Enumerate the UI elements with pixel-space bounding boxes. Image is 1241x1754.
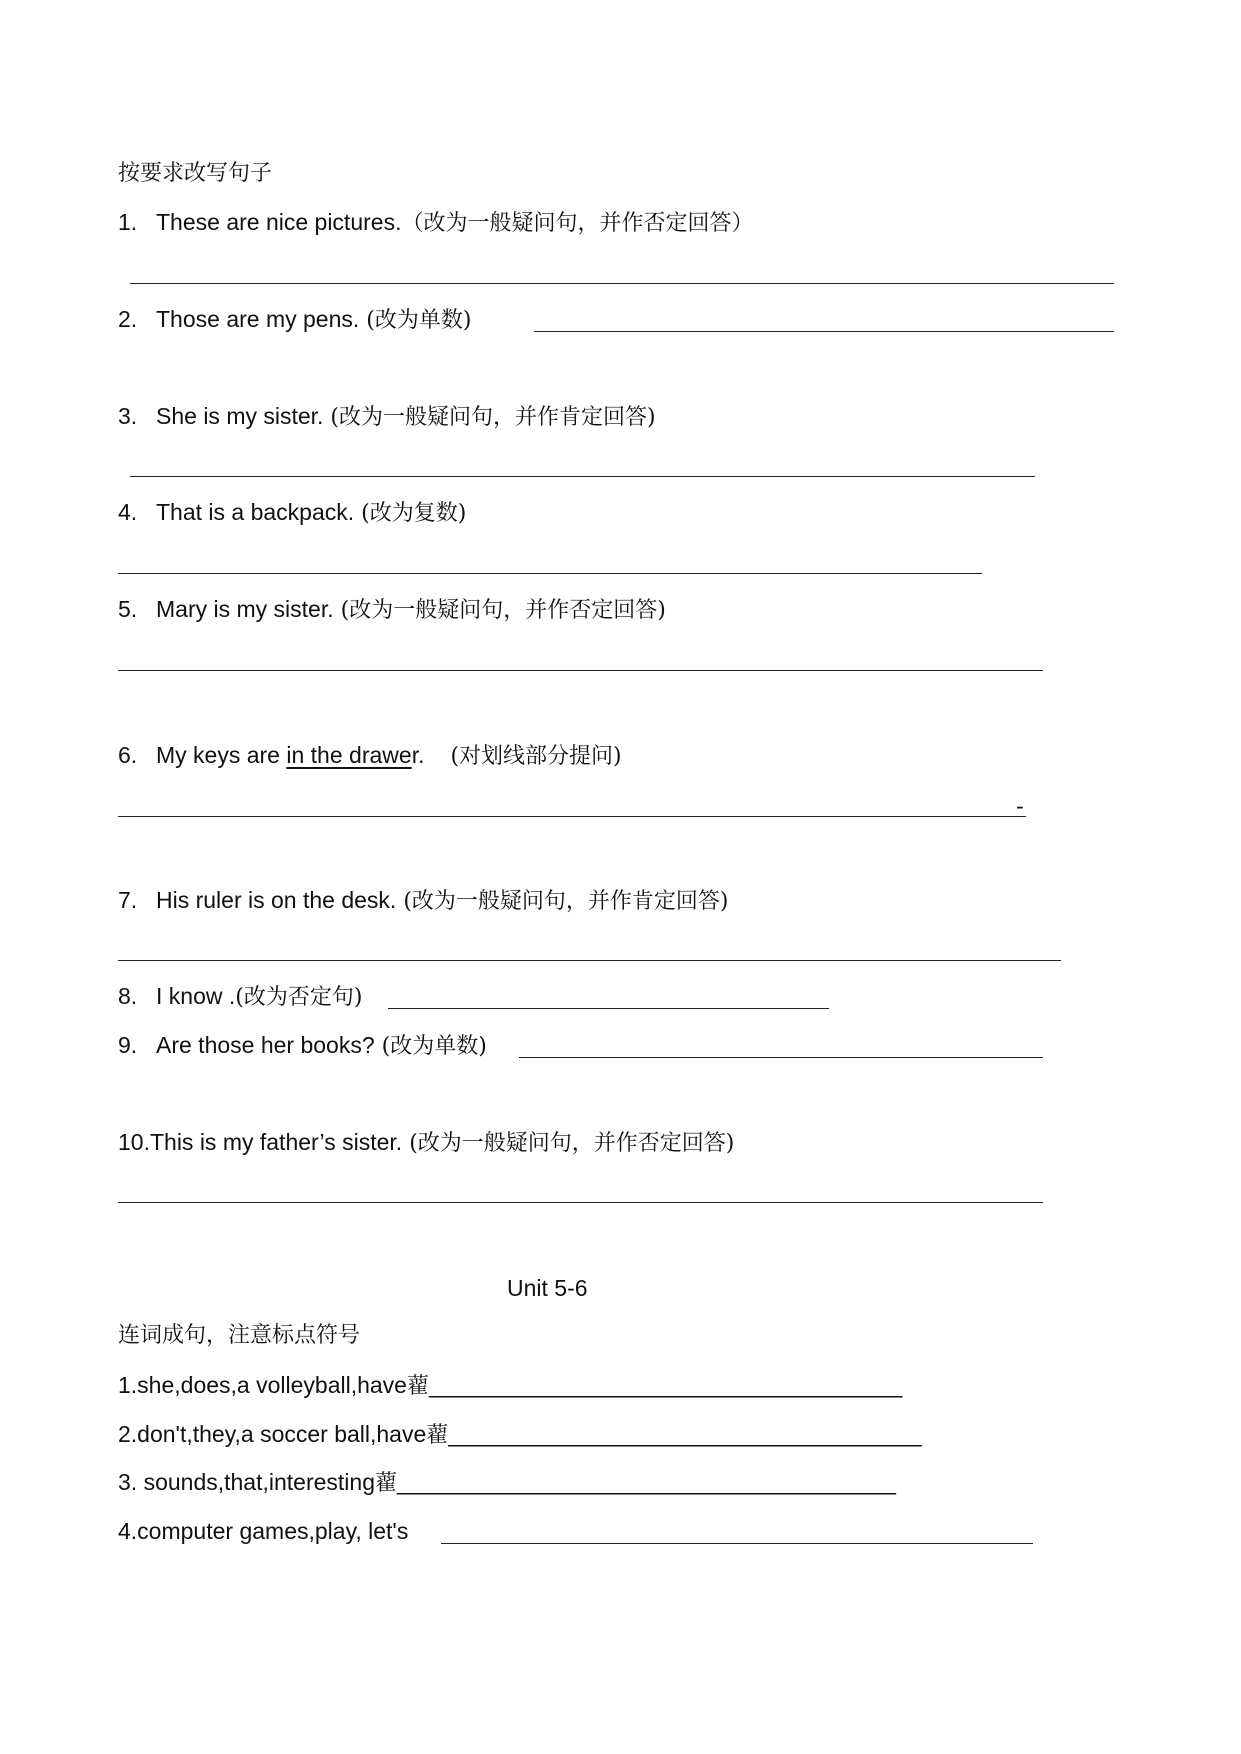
exercise-item-9 <box>118 1031 487 1061</box>
item-instruction: (改为一般疑问句，并作肯定回答) <box>396 889 729 914</box>
item-number: 7. <box>118 887 138 913</box>
exercise-item-10 <box>118 1128 734 1158</box>
answer-line-scramble-4[interactable] <box>441 1543 1033 1544</box>
unit-heading: Unit 5-6 <box>507 1275 588 1301</box>
answer-line-1[interactable] <box>130 283 1114 284</box>
item-instruction: (改为单数) <box>359 308 472 333</box>
scramble-item-3 <box>118 1468 896 1498</box>
exercise-item-2 <box>118 305 471 335</box>
answer-blank[interactable]: _____________________________________ <box>429 1372 903 1398</box>
item-number: 1. <box>118 209 138 235</box>
exercise-item-7 <box>118 886 729 916</box>
scramble-words: 3. sounds,that,interesting <box>118 1469 375 1495</box>
item-number: 9. <box>118 1032 138 1058</box>
answer-line-2[interactable] <box>534 331 1114 332</box>
exercise-item-6 <box>118 741 622 771</box>
item-sentence: She is my sister. <box>156 403 324 429</box>
item-sentence-pre: My keys are <box>156 742 287 768</box>
item-sentence: Those are my pens. <box>156 306 360 332</box>
item-number: 5. <box>118 596 138 622</box>
answer-line-8[interactable] <box>388 1008 829 1009</box>
answer-line-6[interactable] <box>118 816 1026 817</box>
item-sentence: This is my father’s sister. <box>149 1129 403 1155</box>
exercise-item-5 <box>118 595 666 625</box>
item-instruction: (改为一般疑问句，并作肯定回答) <box>323 405 656 430</box>
answer-blank[interactable]: _______________________________________ <box>397 1469 896 1495</box>
exercise-item-1 <box>118 208 753 238</box>
item-sentence: These are nice pictures. <box>156 209 402 235</box>
stray-glyph: 藋 <box>426 1423 449 1448</box>
scramble-item-4 <box>118 1517 408 1545</box>
exercise-item-3 <box>118 402 656 432</box>
scramble-words: 4.computer games,play, let's <box>118 1518 409 1544</box>
underlined-phrase: in the drawe <box>286 742 412 768</box>
item-sentence: His ruler is on the desk. <box>156 887 397 913</box>
answer-line-9[interactable] <box>519 1057 1043 1058</box>
item-number: 8. <box>118 983 138 1009</box>
item-sentence: That is a backpack. <box>156 499 355 525</box>
answer-line-3[interactable] <box>130 476 1035 477</box>
item-number: 2. <box>118 306 138 332</box>
item-sentence: Mary is my sister. <box>156 596 334 622</box>
item-number: 6. <box>118 742 138 768</box>
scramble-item-2 <box>118 1420 922 1450</box>
scramble-item-1 <box>118 1371 902 1401</box>
trailing-dash: - <box>1016 793 1024 819</box>
scramble-words: 1.she,does,a volleyball,have <box>118 1372 407 1398</box>
item-instruction: (改为单数) <box>374 1034 487 1059</box>
item-sentence: I know . <box>156 983 236 1009</box>
item-instruction: (改为一般疑问句，并作否定回答) <box>333 598 666 623</box>
item-sentence-post: r. <box>411 742 425 768</box>
answer-line-5[interactable] <box>118 670 1043 671</box>
item-sentence: Are those her books? <box>156 1032 375 1058</box>
scramble-words: 2.don't,they,a soccer ball,have <box>118 1421 427 1447</box>
stray-glyph: 藋 <box>375 1471 398 1496</box>
answer-line-10[interactable] <box>118 1202 1043 1203</box>
item-instruction: (改为否定句) <box>235 985 363 1010</box>
stray-glyph: 藋 <box>406 1374 429 1399</box>
answer-line-7[interactable] <box>118 960 1061 961</box>
exercise-item-8 <box>118 982 362 1012</box>
item-instruction: (改为复数) <box>354 501 467 526</box>
item-number: 3. <box>118 403 138 429</box>
item-instruction: （改为一般疑问句，并作否定回答） <box>401 211 754 236</box>
section-subtitle: 连词成句，注意标点符号 <box>118 1323 361 1348</box>
answer-line-4[interactable] <box>118 573 982 574</box>
answer-blank[interactable]: _____________________________________ <box>448 1421 922 1447</box>
item-number: 10. <box>118 1129 150 1155</box>
item-instruction: (改为一般疑问句，并作否定回答) <box>402 1131 735 1156</box>
item-instruction: (对划线部分提问) <box>450 744 622 769</box>
item-number: 4. <box>118 499 138 525</box>
exercise-item-4 <box>118 498 466 528</box>
section-title: 按要求改写句子 <box>118 161 273 186</box>
